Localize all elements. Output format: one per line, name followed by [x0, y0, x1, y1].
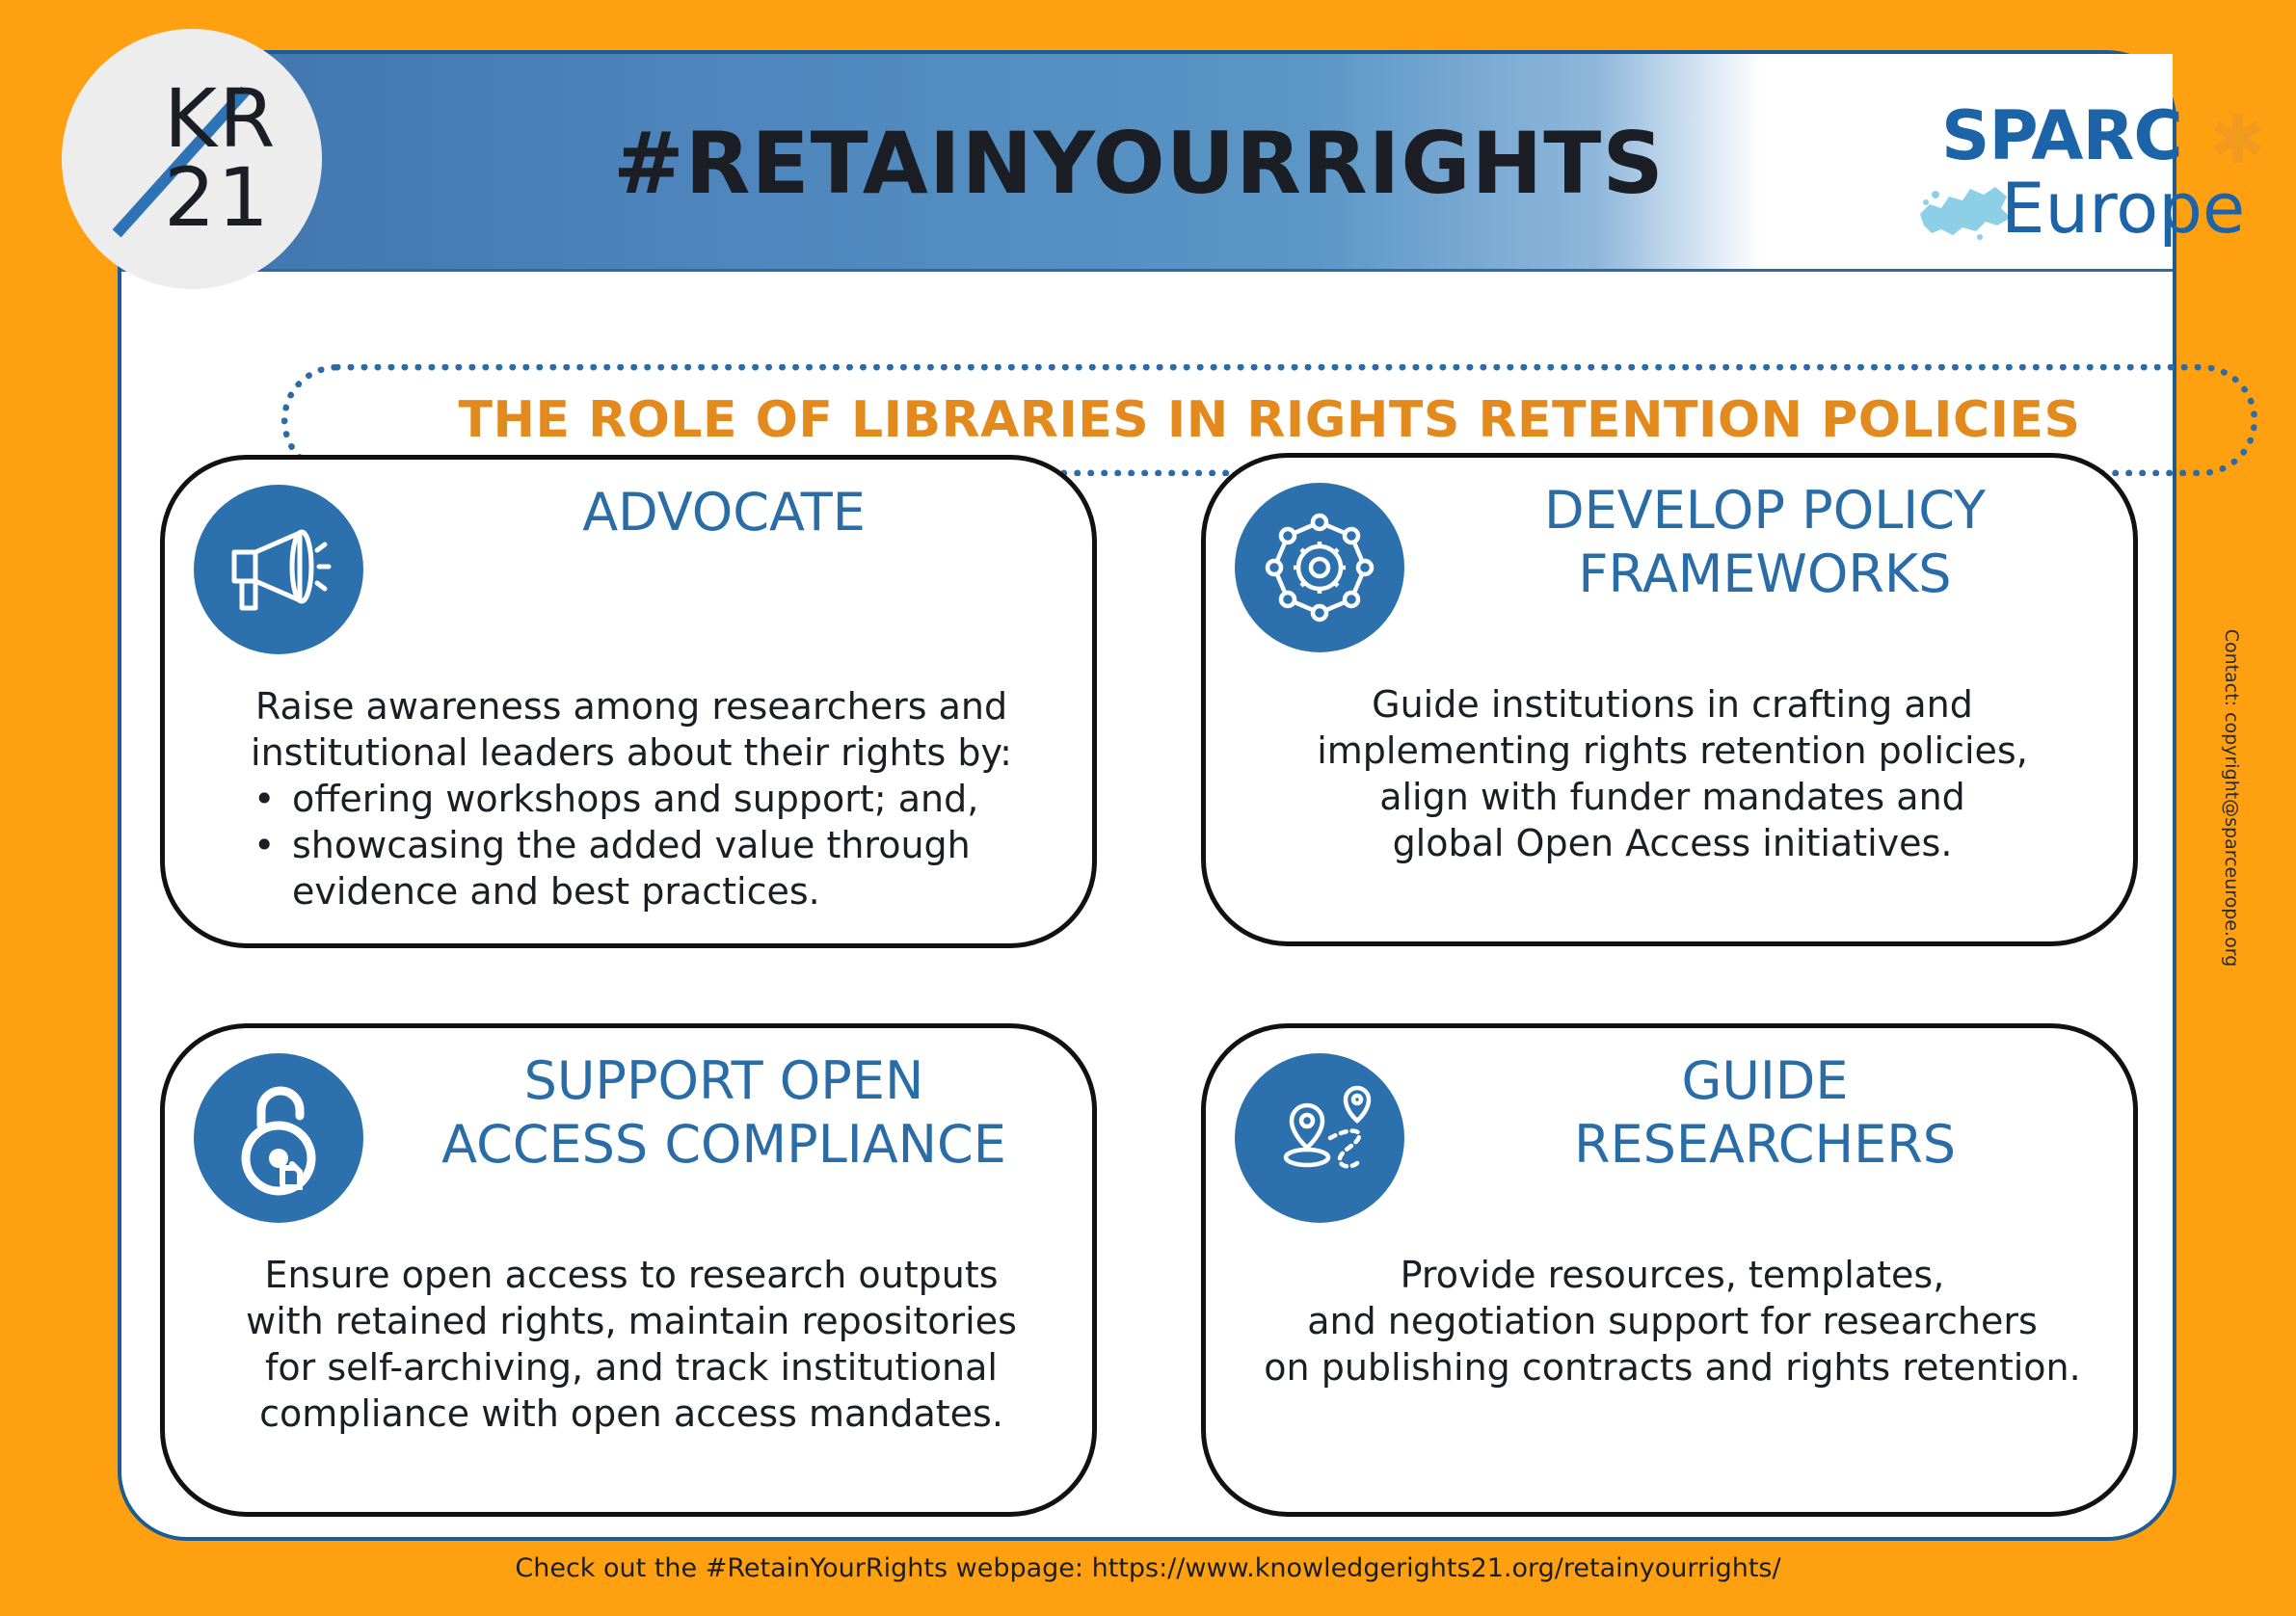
- panel-advocate: [160, 455, 1097, 948]
- body-line: implementing rights retention policies,: [1317, 729, 2028, 772]
- contact-note: [2217, 624, 2246, 971]
- europe-wordmark: Europe: [2001, 168, 2246, 249]
- kr21-wordmark: [164, 71, 278, 245]
- kr21-line1: KR: [164, 71, 278, 166]
- body-line: align with funder mandates and: [1379, 776, 1965, 818]
- body-line: Guide institutions in crafting and: [1372, 683, 1973, 726]
- page-title: #RETAINYOURRIGHTS: [613, 114, 1665, 213]
- panel-guide-researchers: [1201, 1023, 2138, 1517]
- header-banner: [121, 54, 2266, 272]
- star-icon: ✱: [2209, 100, 2266, 179]
- panel-title: GUIDE RESEARCHERS: [1573, 1050, 1957, 1175]
- body-line: global Open Access initiatives.: [1392, 822, 1953, 864]
- megaphone-icon: [194, 485, 363, 654]
- body-line: for self-archiving, and track institutional: [265, 1346, 998, 1389]
- list-item: • offering workshops and support; and,: [246, 776, 1059, 822]
- body-line: on publishing contracts and rights retention.: [1264, 1346, 2081, 1389]
- body-line: Ensure open access to research outputs: [264, 1254, 999, 1296]
- route-pins-icon: [1235, 1053, 1404, 1223]
- list-item: • showcasing the added value through: [246, 822, 1059, 868]
- panel-title: SUPPORT OPEN ACCESS COMPLIANCE: [441, 1050, 1006, 1175]
- body-line: with retained rights, maintain repositories: [246, 1300, 1017, 1342]
- open-lock-icon: [194, 1053, 363, 1223]
- body-line: institutional leaders about their rights by:: [251, 731, 1012, 774]
- body-line: compliance with open access mandates.: [259, 1392, 1003, 1435]
- panel-body: [203, 1252, 1059, 1437]
- footer-link-text: Check out the #RetainYourRights webpage: https://www.knowledgerights21.org/retainyourrights/: [515, 1553, 1781, 1583]
- bullet-list: [246, 776, 1059, 914]
- body-line: Raise awareness among researchers and: [254, 685, 1008, 728]
- panel-support-open-access: [160, 1023, 1097, 1517]
- bullet-continuation: evidence and best practices.: [292, 870, 820, 913]
- sparc-wordmark: SPARC: [1941, 96, 2182, 175]
- panel-body: [203, 683, 1059, 914]
- contact-email: Contact: copyright@sparceurope.org: [2221, 628, 2242, 967]
- panel-body: [1244, 1252, 2100, 1391]
- panel-title: ADVOCATE: [582, 482, 866, 543]
- body-line: Provide resources, templates,: [1400, 1254, 1945, 1296]
- list-item-continuation: [246, 868, 1059, 914]
- body-line: and negotiation support for researchers: [1307, 1300, 2038, 1342]
- kr21-line2: 21: [164, 150, 271, 245]
- subtitle: THE ROLE OF LIBRARIES IN RIGHTS RETENTION POLICIES: [458, 391, 2081, 449]
- panel-body: [1244, 681, 2100, 866]
- kr21-logo: [62, 29, 322, 289]
- sparc-europe-logo: [1912, 96, 2279, 270]
- panel-title: DEVELOP POLICY FRAMEWORKS: [1544, 480, 1986, 604]
- panel-develop-policy: [1201, 453, 2138, 946]
- network-gear-icon: [1235, 483, 1404, 652]
